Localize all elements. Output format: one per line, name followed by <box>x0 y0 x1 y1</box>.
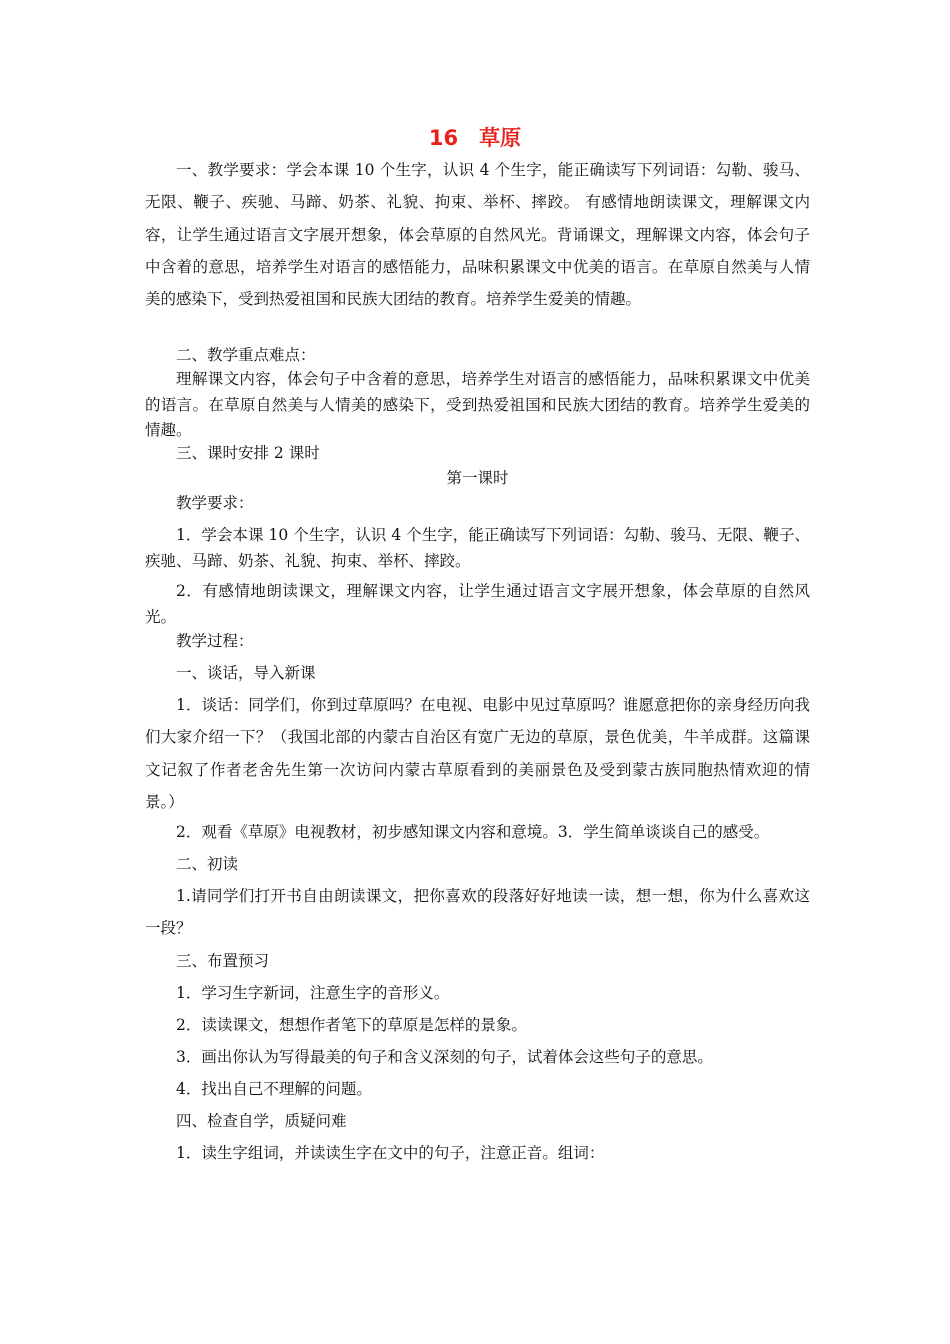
key-points-heading: 二、教学重点难点： <box>176 346 316 364</box>
teaching-requirements-paragraph: 一、教学要求：学会本课 10 个生字，认识 4 个生字，能正确读写下列词语：勾勒、骏马、无限、鞭子、疾驰、马蹄、奶茶、礼貌、拘束、举杯、摔跤。 有感情地朗读课文，理解课文内容，让学生通过语言文字展开想象，体会草原的自然风光。背诵课文，理解课文内容，体会句子中含着的意思，培养学生对语言的感悟能力，品味积累课文中优美的语言。在草原自然美与人情美的感染下，受到热爱祖国和民族大团结的教育。培养学生爱美的情趣。 <box>145 161 810 309</box>
preview-item-4: 4．找出自己不理解的问题。 <box>176 1080 372 1098</box>
schedule-heading: 三、课时安排 2 课时 <box>176 444 320 462</box>
requirement-item-2: 2．有感情地朗读课文，理解课文内容，让学生通过语言文字展开想象，体会草原的自然风光。 <box>145 582 810 626</box>
section-3-heading: 三、布置预习 <box>176 952 270 970</box>
first-lesson-heading: 第一课时 <box>446 469 509 487</box>
preview-item-2: 2．读读课文，想想作者笔下的草原是怎样的景象。 <box>176 1016 527 1034</box>
key-points-paragraph: 理解课文内容，体会句子中含着的意思，培养学生对语言的感悟能力，品味积累课文中优美的语言。在草原自然美与人情美的感染下，受到热爱祖国和民族大团结的教育。培养学生爱美的情趣。 <box>145 370 810 439</box>
preview-item-3: 3．画出你认为写得最美的句子和含义深刻的句子，试着体会这些句子的意思。 <box>176 1048 713 1066</box>
section-1-heading: 一、谈话，导入新课 <box>176 664 316 682</box>
lesson-title: 16 草原 <box>428 126 522 150</box>
check-item-1: 1．读生字组词，并读读生字在文中的句子，注意正音。组词： <box>176 1144 605 1162</box>
requirements-heading: 教学要求： <box>176 494 254 512</box>
section-2-heading: 二、初读 <box>176 855 239 873</box>
process-heading: 教学过程： <box>176 632 254 650</box>
first-read-paragraph: 1.请同学们打开书自由朗读课文，把你喜欢的段落好好地读一读，想一想，你为什么喜欢这一段？ <box>145 887 810 938</box>
requirement-item-1: 1．学会本课 10 个生字，认识 4 个生字，能正确读写下列词语：勾勒、骏马、无限、鞭子、疾驰、马蹄、奶茶、礼貌、拘束、举杯、摔跤。 <box>145 526 810 570</box>
section-4-heading: 四、检查自学，质疑问难 <box>176 1112 347 1130</box>
video-paragraph: 2．观看《草原》电视教材，初步感知课文内容和意境。3．学生简单谈谈自己的感受。 <box>176 823 770 841</box>
preview-item-1: 1．学习生字新词，注意生字的音形义。 <box>176 984 450 1002</box>
talk-paragraph: 1．谈话：同学们，你到过草原吗？在电视、电影中见过草原吗？谁愿意把你的亲身经历向我们大家介绍一下？（我国北部的内蒙古自治区有宽广无边的草原，景色优美，牛羊成群。这篇课文记叙了作者老舍先生第一次访问内蒙古草原看到的美丽景色及受到蒙古族同胞热情欢迎的情景。） <box>145 696 810 811</box>
